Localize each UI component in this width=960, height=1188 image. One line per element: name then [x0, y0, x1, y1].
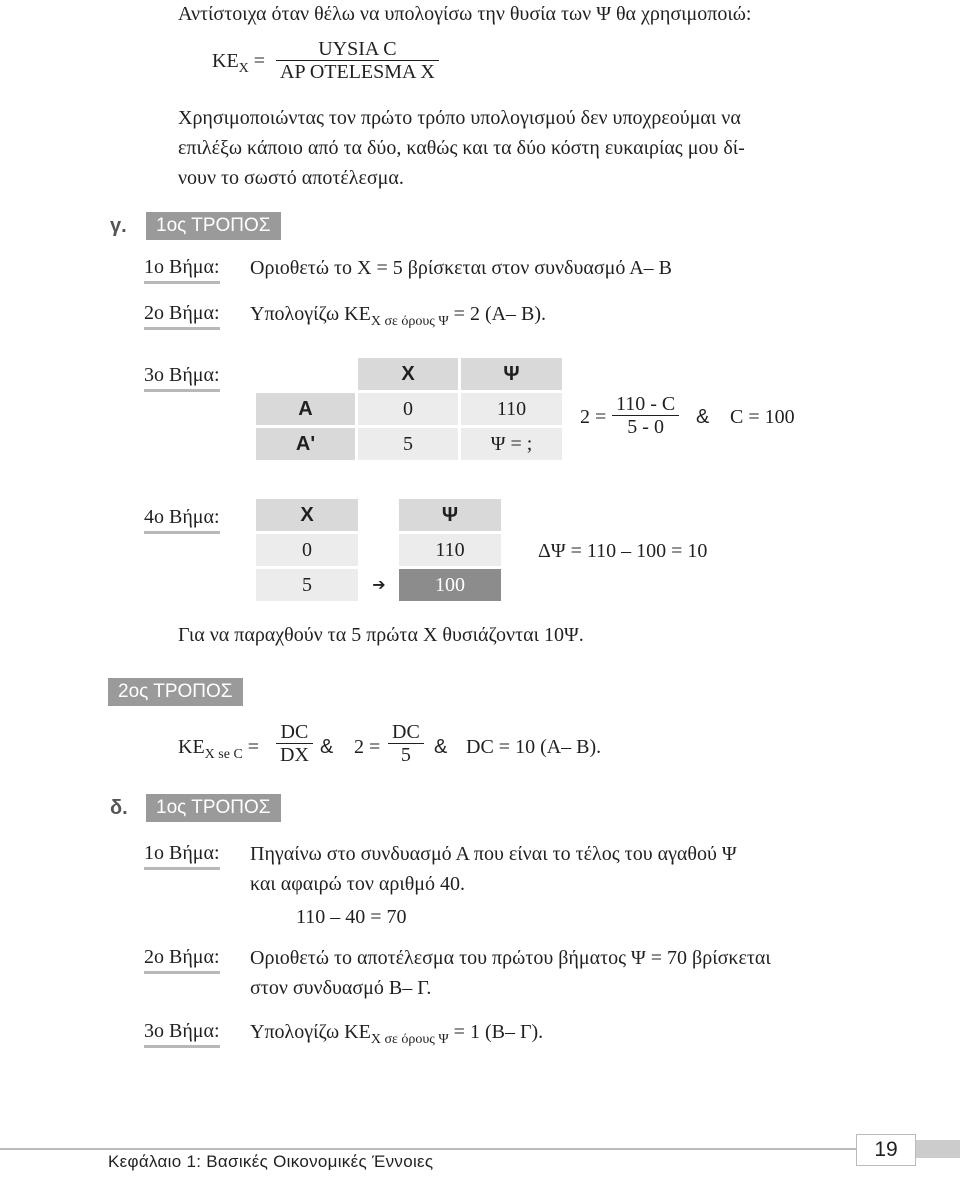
section-letter-g: γ.	[110, 215, 127, 237]
fraction-numerator: UYSIA C	[318, 38, 397, 60]
delta-equation: ΔΨ = 110 – 100 = 10	[538, 540, 708, 562]
m2-lhs	[178, 733, 259, 769]
table4-cell-y: 110	[399, 534, 501, 566]
eq3-result: C = 100	[730, 406, 795, 428]
method1-badge: 1ος ΤΡΟΠΟΣ	[146, 794, 281, 822]
table3-header-y: Ψ	[461, 358, 562, 390]
implies-symbol: &	[320, 736, 334, 758]
formula-lhs	[212, 47, 265, 83]
step-label: 1ο Βήμα:	[144, 840, 220, 870]
table3-header-x: X	[358, 358, 458, 390]
d-step1-line-2: και αφαιρώ τον αριθμό 40.	[250, 873, 466, 895]
table3-row-label: Α	[256, 393, 355, 425]
step2-text	[250, 300, 546, 336]
d-step2-line-1: Οριοθετώ το αποτέλεσμα του πρώτου βήματος Ψ = 70 βρίσκεται	[250, 947, 771, 969]
table3-cell-y: 110	[461, 393, 562, 425]
table4-header-y: Ψ	[399, 499, 501, 531]
m2-lhs-text: ΚΕ	[178, 736, 205, 758]
d-step3-text	[250, 1018, 543, 1054]
step-label: 2ο Βήμα:	[144, 300, 220, 330]
m2-lhs-sub: X se C	[204, 747, 243, 762]
chapter-title: Κεφάλαιο 1: Βασικές Οικονομικές Έννοιες	[108, 1152, 434, 1171]
step-label: 4ο Βήμα:	[144, 504, 220, 534]
m2-mid: 2 =	[354, 736, 381, 758]
fraction-numerator: DC	[280, 721, 309, 743]
fraction-numerator: DC	[392, 721, 420, 743]
table3-row-label: Α'	[256, 428, 355, 460]
method2-badge: 2ος ΤΡΟΠΟΣ	[108, 678, 243, 706]
fraction-denominator: DX	[280, 744, 309, 766]
m2-fraction-2	[388, 721, 424, 766]
table3-cell-x: 5	[358, 428, 458, 460]
table4-cell-x: 0	[256, 534, 358, 566]
conclusion-text: Για να παραχθούν τα 5 πρώτα X θυσιάζονται 10Ψ.	[178, 624, 584, 646]
m2-eq: =	[247, 736, 260, 758]
d-calc: 110 – 40 = 70	[296, 906, 407, 928]
formula-lhs-text: ΚΕ	[212, 50, 239, 72]
table4-cell-x: 5	[256, 569, 358, 601]
intro-fraction	[276, 38, 439, 83]
fraction-numerator: 110 - C	[616, 393, 676, 415]
footer-rule	[0, 1148, 856, 1150]
d-step3-post: = 1 (Β– Γ).	[448, 1021, 544, 1043]
d-step3-pre: Υπολογίζω ΚΕ	[250, 1021, 371, 1043]
page-number: 19	[856, 1134, 916, 1166]
m2-fraction-1	[276, 721, 313, 766]
method1-badge: 1ος ΤΡΟΠΟΣ	[146, 212, 281, 240]
fraction-denominator: 5 - 0	[627, 416, 664, 438]
implies-symbol: &	[434, 736, 448, 758]
section-letter-d: δ.	[110, 797, 128, 819]
fraction-denominator: 5	[400, 744, 411, 766]
arrow-right-icon: ➔	[372, 577, 386, 594]
m2-result: DC = 10 (Α– Β).	[466, 736, 602, 758]
formula-lhs-sub: X	[238, 61, 249, 76]
step-label: 1ο Βήμα:	[144, 254, 220, 284]
intro-line: Αντίστοιχα όταν θέλω να υπολογίσω την θυσία των Ψ θα χρησιμοποιώ:	[178, 3, 752, 25]
table3-cell-x: 0	[358, 393, 458, 425]
step-label: 3ο Βήμα:	[144, 362, 220, 392]
implies-symbol: &	[696, 406, 710, 428]
para-line-2: επιλέξω κάποιο από τα δύο, καθώς και τα δύο κόστη ευκαιρίας μου δί-	[178, 137, 745, 159]
table4-cell-y-highlight: 100	[399, 569, 501, 601]
step2-pre: Υπολογίζω ΚΕ	[250, 303, 371, 325]
d-step3-sub: X σε όρους Ψ	[370, 1032, 449, 1047]
eq3-fraction	[612, 393, 679, 438]
para-line-3: νουν το σωστό αποτέλεσμα.	[178, 167, 404, 189]
footer-tab	[914, 1140, 960, 1158]
step2-post: = 2 (Α– Β).	[448, 303, 547, 325]
d-step2-line-2: στον συνδυασμό Β– Γ.	[250, 977, 432, 999]
step2-sub: X σε όρους Ψ	[370, 314, 449, 329]
eq3-lhs: 2 =	[580, 406, 607, 428]
fraction-denominator: AP OTELESMA X	[280, 61, 435, 83]
formula-eq: =	[253, 50, 266, 72]
table3-cell-y: Ψ = ;	[461, 428, 562, 460]
step-label: 3ο Βήμα:	[144, 1018, 220, 1048]
d-step1-line-1: Πηγαίνω στο συνδυασμό Α που είναι το τέλος του αγαθού Ψ	[250, 843, 737, 865]
table4-header-x: X	[256, 499, 358, 531]
step-label: 2ο Βήμα:	[144, 944, 220, 974]
step1-text: Οριοθετώ το X = 5 βρίσκεται στον συνδυασμό Α– Β	[250, 257, 673, 279]
para-line-1: Χρησιμοποιώντας τον πρώτο τρόπο υπολογισμού δεν υποχρεούμαι να	[178, 107, 741, 129]
